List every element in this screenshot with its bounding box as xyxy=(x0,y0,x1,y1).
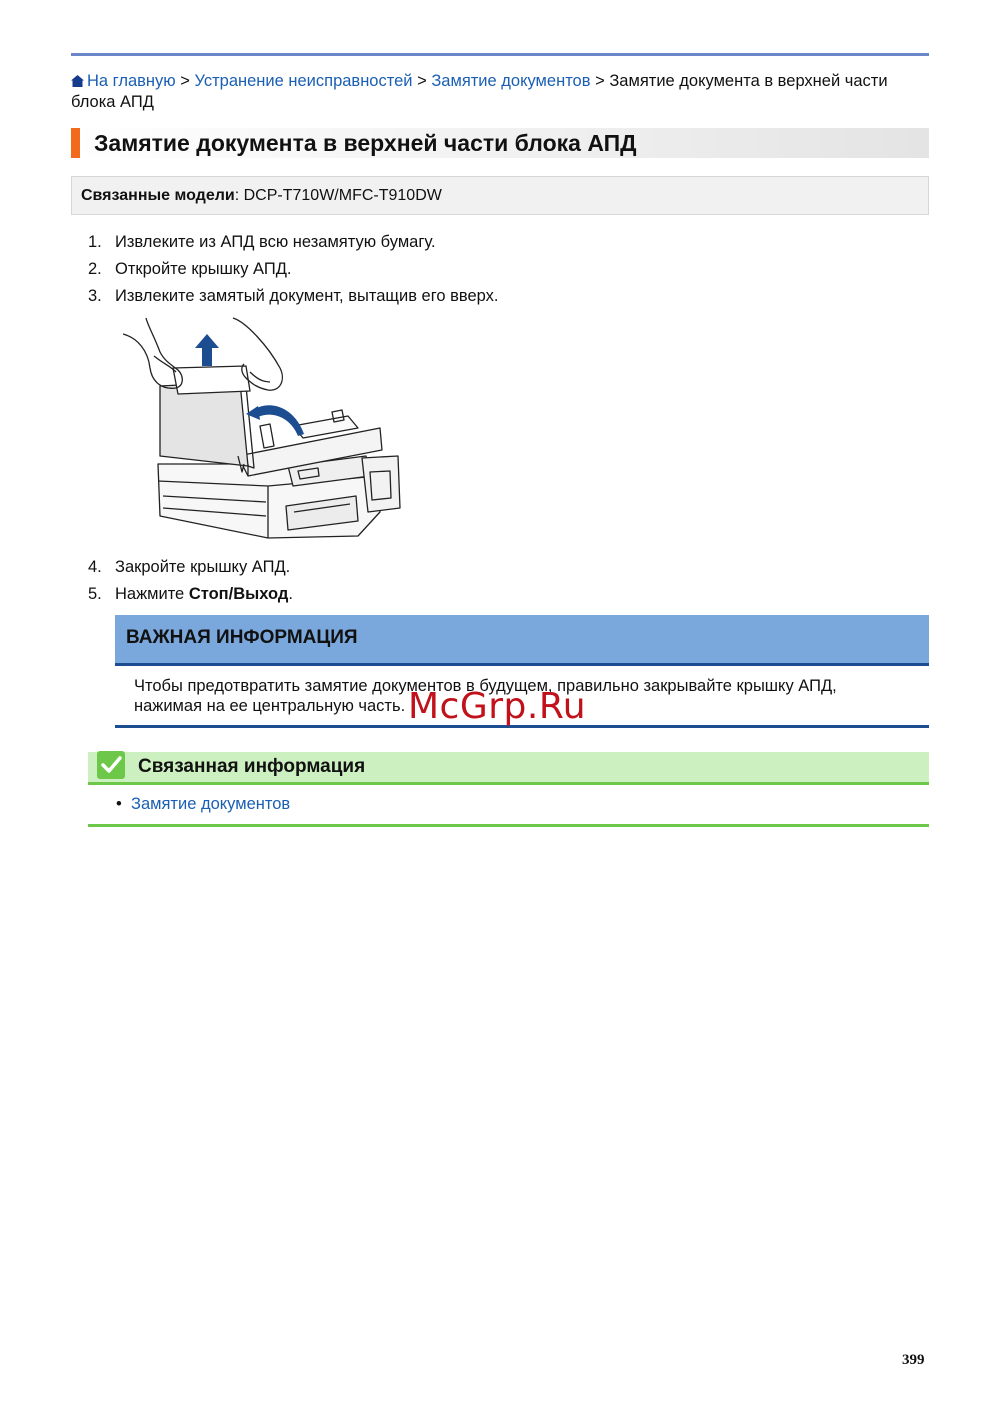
related-info-header xyxy=(88,752,929,785)
important-info-header xyxy=(115,615,929,666)
important-info-line: Чтобы предотвратить замятие документов в будущем, правильно закрывайте крышку АПД, xyxy=(134,677,837,695)
step-number: 2. xyxy=(88,260,102,278)
bullet: • xyxy=(116,795,122,813)
stop-exit-key-name: Стоп/Выход xyxy=(188,585,289,603)
printer-adf-jam-illustration xyxy=(118,316,402,548)
related-info-item xyxy=(116,794,290,814)
step-item xyxy=(88,259,291,279)
home-icon[interactable] xyxy=(71,75,84,87)
related-info-heading: Связанная информация xyxy=(138,756,366,777)
step-number: 5. xyxy=(88,585,102,603)
step-item xyxy=(88,584,293,604)
breadcrumb xyxy=(71,71,931,113)
breadcrumb-document-jams-link[interactable]: Замятие документов xyxy=(431,72,591,90)
step-item xyxy=(88,286,498,306)
step-text: Нажмите xyxy=(115,585,189,603)
page-title-bar xyxy=(71,128,929,158)
page-title: Замятие документа в верхней части блока АПД xyxy=(94,130,637,156)
breadcrumb-separator: > xyxy=(180,72,190,90)
models-value: DCP-T710W/MFC-T910DW xyxy=(243,187,442,204)
step-text: Извлеките из АПД всю незамятую бумагу. xyxy=(115,233,436,251)
step-number: 4. xyxy=(88,558,102,576)
top-rule xyxy=(71,53,929,56)
step-text: . xyxy=(288,585,293,603)
breadcrumb-home-link[interactable]: На главную xyxy=(87,72,176,90)
breadcrumb-troubleshooting-link[interactable]: Устранение неисправностей xyxy=(194,72,413,90)
step-text: Закройте крышку АПД. xyxy=(115,558,291,576)
important-info-line: нажимая на ее центральную часть. xyxy=(134,697,406,715)
document-jams-link[interactable]: Замятие документов xyxy=(131,795,291,813)
watermark: McGrp.Ru xyxy=(408,686,587,727)
page-number: 399 xyxy=(902,1352,925,1368)
breadcrumb-separator: > xyxy=(417,72,427,90)
step-number: 1. xyxy=(88,233,102,251)
step-text: Откройте крышку АПД. xyxy=(115,260,292,278)
step-item xyxy=(88,557,290,577)
breadcrumb-separator: > xyxy=(595,72,605,90)
title-accent-bar xyxy=(71,128,80,158)
related-info-rule xyxy=(88,824,929,827)
check-icon xyxy=(96,750,126,780)
breadcrumb-current: Замятие документа в верхней части блока АПД xyxy=(71,72,888,111)
related-models-box: Связанные модели: DCP-T710W/MFC-T910DW xyxy=(71,176,929,215)
important-info-heading: ВАЖНАЯ ИНФОРМАЦИЯ xyxy=(126,627,358,648)
step-item xyxy=(88,232,436,252)
step-number: 3. xyxy=(88,287,102,305)
step-text: Извлеките замятый документ, вытащив его вверх. xyxy=(115,287,499,305)
models-label: Связанные модели xyxy=(81,187,235,204)
